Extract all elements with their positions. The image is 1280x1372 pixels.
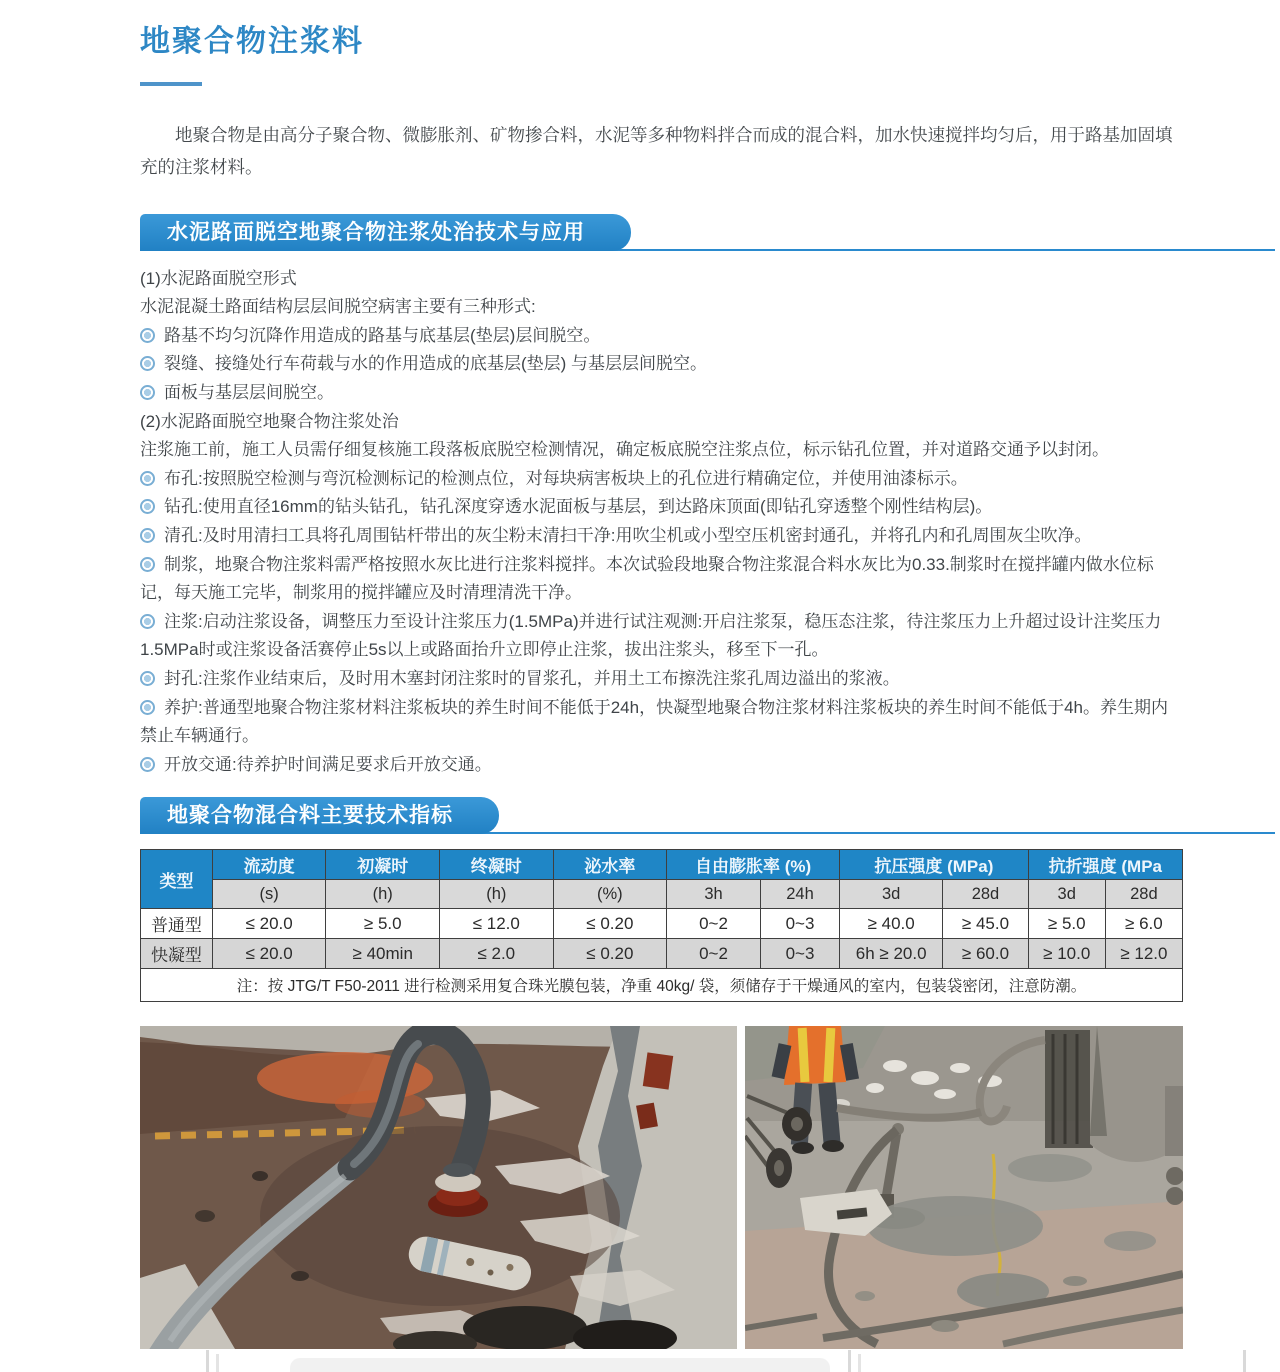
table-subheader-cell: (s) — [212, 880, 326, 909]
ring-bullet-icon — [140, 700, 155, 715]
ring-bullet-icon — [140, 671, 155, 686]
table-subheader-cell: 3d — [840, 880, 943, 909]
table-row — [141, 939, 1183, 969]
table-subheader-cell: 3h — [667, 880, 761, 909]
content-line: 钻孔:使用直径16mm的钻头钻孔，钻孔深度穿透水泥面板与基层，到达路床顶面(即钻孔穿透整个刚性结构层)。 — [140, 493, 1183, 522]
table-cell: ≥ 60.0 — [943, 939, 1028, 969]
content-line: 制浆，地聚合物注浆料需严格按照水灰比进行注浆料搅拌。本次试验段地聚合物注浆混合料水灰比为0.33.制浆时在搅拌罐内做水位标记，每天施工完毕，制浆用的搅拌罐应及时清理清洗干净。 — [140, 554, 1154, 603]
ring-bullet-icon — [140, 757, 155, 772]
ring-bullet-icon — [140, 385, 155, 400]
table-cell: ≥ 45.0 — [943, 909, 1028, 939]
row-type-cell: 快凝型 — [141, 939, 213, 969]
content-line: 注浆施工前，施工人员需仔细复核施工段落板底脱空检测情况，确定板底脱空注浆点位，标示钻孔位置，并对道路交通予以封闭。 — [140, 440, 1109, 460]
table-subheader-row — [141, 880, 1183, 909]
content-line: 面板与基层层间脱空。 — [140, 379, 1183, 408]
table-cell: ≤ 12.0 — [440, 909, 554, 939]
table-header-cell: 自由膨胀率 (%) — [667, 850, 840, 880]
table-cell: 0~2 — [667, 909, 761, 939]
photo-worksite — [745, 1026, 1183, 1349]
content-line: 布孔:按照脱空检测与弯沉检测标记的检测点位，对每块病害板块上的孔位进行精确定位，并使用油漆标示。 — [140, 465, 1183, 494]
table-header-row — [141, 850, 1183, 880]
table-cell: ≤ 20.0 — [212, 939, 326, 969]
section2-banner-row — [140, 797, 1183, 834]
table-cell: ≥ 40min — [326, 939, 440, 969]
table-cell: ≤ 2.0 — [440, 939, 554, 969]
table-header-cell: 抗折强度 (MPa — [1028, 850, 1182, 880]
row-type-cell: 普通型 — [141, 909, 213, 939]
table-cell: ≥ 5.0 — [1028, 909, 1105, 939]
table-cell: ≤ 0.20 — [553, 939, 667, 969]
table-subheader-cell: 28d — [943, 880, 1028, 909]
table-cell: ≤ 20.0 — [212, 909, 326, 939]
table-subheader-cell: (h) — [326, 880, 440, 909]
next-page-edge-artifacts — [0, 1345, 1280, 1372]
photo-strip — [140, 1026, 1183, 1349]
table-subheader-cell: (%) — [553, 880, 667, 909]
ring-bullet-icon — [140, 614, 155, 629]
table-header-cell: 抗压强度 (MPa) — [840, 850, 1029, 880]
table-subheader-cell: (h) — [440, 880, 554, 909]
content-line: (2)水泥路面脱空地聚合物注浆处治 — [140, 411, 399, 431]
table-cell: ≥ 40.0 — [840, 909, 943, 939]
table-note-cell: 注：按 JTG/T F50-2011 进行检测采用复合珠光膜包装，净重 40kg/ 袋，须储存于干燥通风的室内，包装袋密闭，注意防潮。 — [141, 969, 1183, 1002]
table-subheader-cell: 3d — [1028, 880, 1105, 909]
ring-bullet-icon — [140, 499, 155, 514]
page-title: 地聚合物注浆料 — [140, 25, 364, 58]
content-line: 水泥混凝土路面结构层层间脱空病害主要有三种形式: — [140, 297, 536, 317]
table-cell: 0~3 — [760, 939, 839, 969]
ring-bullet-icon — [140, 328, 155, 343]
content-line: 注浆:启动注浆设备，调整压力至设计注浆压力(1.5MPa)并进行试注观测:开启注浆泵，稳压态注浆，待注浆压力上升超过设计注奖压力1.5MPa时或注浆设备活赛停止5s以上或路面抬升立即停止注浆，拔出注浆头，移至下一孔。 — [140, 611, 1162, 660]
content-line: 养护:普通型地聚合物注浆材料注浆板块的养生时间不能低于24h，快凝型地聚合物注浆材料注浆板块的养生时间不能低于4h。养生期内禁止车辆通行。 — [140, 697, 1168, 746]
table-cell: ≥ 12.0 — [1105, 939, 1182, 969]
section1-body — [140, 265, 1183, 780]
table-cell: ≥ 10.0 — [1028, 939, 1105, 969]
section2-banner: 地聚合物混合料主要技术指标 — [140, 797, 499, 834]
content-line: (1)水泥路面脱空形式 — [140, 268, 297, 288]
table-header-cell: 初凝时 — [326, 850, 440, 880]
table-header-cell: 流动度 — [212, 850, 326, 880]
ring-bullet-icon — [140, 557, 155, 572]
table-cell: 0~2 — [667, 939, 761, 969]
ring-bullet-icon — [140, 356, 155, 371]
table-subheader-cell: 24h — [760, 880, 839, 909]
table-cell: ≤ 0.20 — [553, 909, 667, 939]
content-line: 开放交通:待养护时间满足要求后开放交通。 — [140, 751, 1183, 780]
photo-grouting-port — [140, 1026, 737, 1349]
ring-bullet-icon — [140, 528, 155, 543]
table-subheader-cell: 28d — [1105, 880, 1182, 909]
ring-bullet-icon — [140, 471, 155, 486]
table-row — [141, 909, 1183, 939]
table-header-cell: 泌水率 — [553, 850, 667, 880]
table-cell: 0~3 — [760, 909, 839, 939]
table-cell: 6h ≥ 20.0 — [840, 939, 943, 969]
content-line: 裂缝、接缝处行车荷载与水的作用造成的底基层(垫层) 与基层层间脱空。 — [140, 350, 1183, 379]
section1-banner: 水泥路面脱空地聚合物注浆处治技术与应用 — [140, 214, 631, 251]
spec-table — [140, 849, 1183, 1002]
table-header-cell: 类型 — [141, 850, 213, 909]
section1-banner-row — [140, 214, 1183, 251]
content-line: 清孔:及时用清扫工具将孔周围钻杆带出的灰尘粉末清扫干净:用吹尘机或小型空压机密封通孔，并将孔内和孔周围灰尘吹净。 — [140, 522, 1183, 551]
table-cell: ≥ 6.0 — [1105, 909, 1182, 939]
table-header-cell: 终凝时 — [440, 850, 554, 880]
table-note-row — [141, 969, 1183, 1002]
content-line: 路基不均匀沉降作用造成的路基与底基层(垫层)层间脱空。 — [140, 322, 1183, 351]
title-underline — [140, 82, 202, 86]
content-line: 封孔:注浆作业结束后，及时用木塞封闭注浆时的冒浆孔，并用土工布擦洗注浆孔周边溢出的浆液。 — [140, 665, 1183, 694]
table-cell: ≥ 5.0 — [326, 909, 440, 939]
intro-paragraph: 地聚合物是由高分子聚合物、微膨胀剂、矿物掺合料，水泥等多种物料拌合而成的混合料，加水快速搅拌均匀后，用于路基加固填充的注浆材料。 — [140, 125, 1173, 177]
